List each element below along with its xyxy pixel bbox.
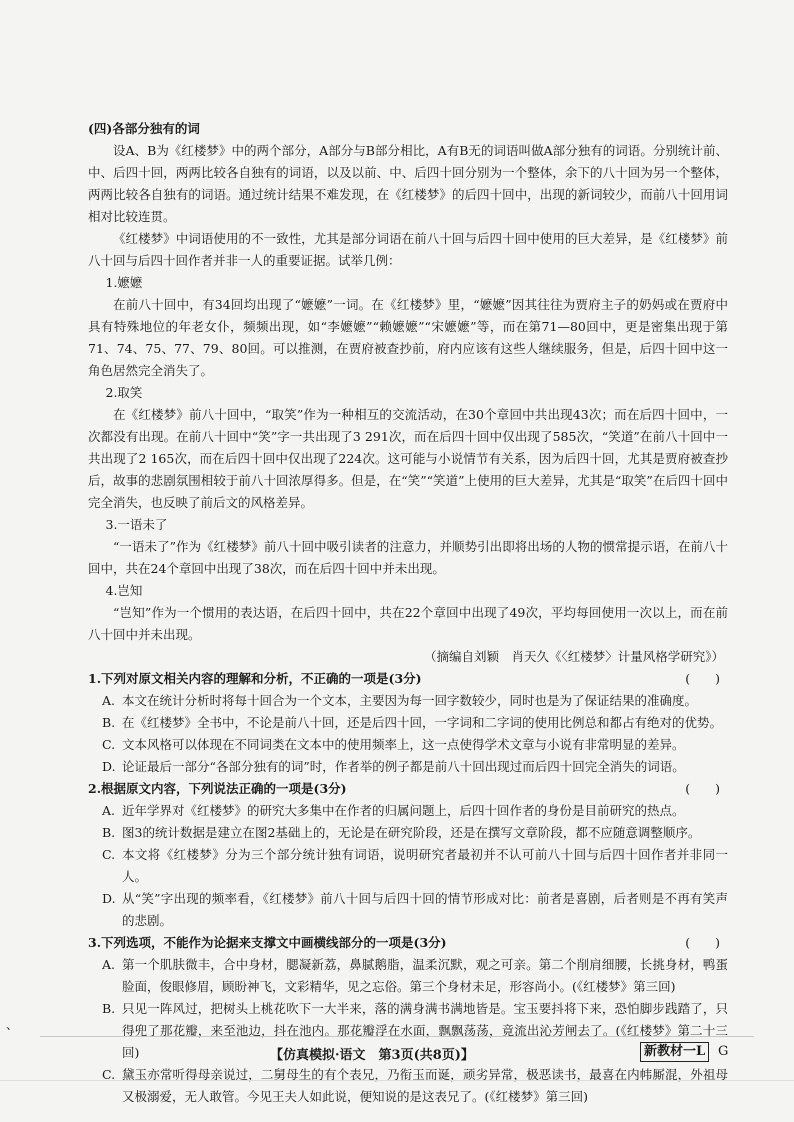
source-citation: （摘编自刘颖 肖天久《〈红楼梦〉计量风格学研究》） — [423, 649, 724, 664]
question-stem-text: 2.根据原文内容，下列说法正确的一项是(3分) — [88, 781, 347, 796]
answer-bracket[interactable]: ( ) — [685, 781, 720, 796]
question-stem-text: 1.下列对原文相关内容的理解和分析，不正确的一项是(3分) — [88, 671, 422, 686]
question-stem — [88, 668, 728, 690]
example-title: 2.取笑 — [105, 385, 143, 400]
option-text: 本文将《红楼梦》分为三个部分统计独有词语，说明研究者最初并不认可前八十回与后四十回作者并非同一人。 — [122, 847, 728, 884]
answer-bracket[interactable]: ( ) — [685, 935, 720, 950]
option-letter: A. — [102, 957, 116, 972]
option-a[interactable] — [88, 800, 728, 822]
option-text: 第一个肌肤微丰，合中身材，腮凝新荔，鼻腻鹅脂，温柔沉默，观之可亲。第二个削肩细腰，长挑身材，鸭蛋脸面，俊眼修眉，顾盼神飞，文彩精华，见之忘俗。第三个身材未足，形容尚小。(《红楼梦》第三回) — [122, 957, 728, 994]
margin-mark: 、 — [6, 1018, 19, 1032]
option-letter: C. — [102, 847, 116, 862]
option-letter: C. — [102, 737, 116, 752]
question-3 — [88, 932, 728, 1108]
section-title: (四)各部分独有的词 — [88, 121, 200, 136]
option-c[interactable] — [88, 734, 728, 756]
option-text: 黛玉亦常听得母亲说过，二舅母生的有个表兄，乃衔玉而诞，顽劣异常，极恶读书，最喜在内帏厮混，外祖母又极溺爱，无人敢管。今见王夫人如此说，便知说的是这表兄了。(《红楼梦》第三回) — [122, 1067, 728, 1104]
example-title: 4.岂知 — [105, 583, 143, 598]
option-text: 只见一阵风过，把树头上桃花吹下一大半来，落的满身满书满地皆是。宝玉要抖将下来，恐怕脚步践踏了，只得兜了那花瓣，来至池边，抖在池内。那花瓣浮在水面，飘飘荡荡，竟流出沁芳闸去了。(《红楼梦》第二十三回) — [122, 1001, 728, 1060]
question-1 — [88, 668, 728, 778]
option-letter: D. — [102, 759, 116, 774]
option-letter: B. — [102, 715, 116, 730]
option-text: 文本风格可以体现在不同词类在文本中的使用频率上，这一点使得学术文章与小说有非常明显的差异。 — [122, 737, 685, 752]
paragraph: “岂知”作为一个惯用的表达语，在后四十回中，共在22个章回中出现了49次，平均每回使用一次以上，而在前八十回中并未出现。 — [88, 605, 728, 642]
version-code: G — [718, 1044, 729, 1059]
option-letter: D. — [102, 891, 116, 906]
paragraph: “一语未了”作为《红楼梦》前八十回中吸引读者的注意力，并顺势引出即将出场的人物的惯常提示语，在前八十回中，共在24个章回中出现了38次，而在后四十回中并未出现。 — [88, 539, 728, 576]
option-text: 近年学界对《红楼梦》的研究大多集中在作者的归属问题上，后四十回作者的身份是目前研究的热点。 — [122, 803, 685, 818]
paragraph: 《红楼梦》中词语使用的不一致性，尤其是部分词语在前八十回与后四十回中使用的巨大差异，是《红楼梦》前八十回与后四十回作者并非一人的重要证据。试举几例： — [88, 231, 728, 268]
option-letter: C. — [102, 1067, 116, 1082]
option-letter: A. — [102, 803, 116, 818]
question-stem — [88, 778, 728, 800]
option-text: 在《红楼梦》全书中，不论是前八十回，还是后四十回，一字词和二字词的使用比例总和都占有绝对的优势。 — [122, 715, 723, 730]
paragraph: 设A、B为《红楼梦》中的两个部分，A部分与B部分相比，A有B无的词语叫做A部分独有的词语。分别统计前、中、后四十回，两两比较各自独有的词语，以及以前、中、后四十回分别为一个整体，余下的八十回为另一个整体，两两比较各自独有的词语。通过统计结果不难发现，在《红楼梦》的后四十回中，出现的新词较少，而前八十回用词相对比较连贯。 — [88, 143, 728, 224]
bottom-divider — [0, 1080, 794, 1081]
option-d[interactable] — [88, 888, 728, 932]
option-a[interactable] — [88, 954, 728, 998]
option-c[interactable] — [88, 1064, 728, 1108]
page-content — [88, 118, 728, 1108]
option-letter: B. — [102, 825, 116, 840]
question-2 — [88, 778, 728, 932]
option-text: 从“笑”字出现的频率看，《红楼梦》前八十回与后四十回的情节形成对比：前者是喜剧，后者则是不再有笑声的悲剧。 — [122, 891, 728, 928]
paragraph: 在《红楼梦》前八十回中，“取笑”作为一种相互的交流活动，在30个章回中共出现43次；而在后四十回中，一次都没有出现。在前八十回中“笑”字一共出现了3 291次，而在后四十回中仅出现了585次，“笑道”在前八十回中一共出现了2 165次，而在后四十回中仅出现了224次。这可能与小说情节有关系，因为后四十回，尤其是贾府被查抄后，故事的悲剧氛围相较于前八十回浓厚得多。但是，在“笑”“笑道”上使用的巨大差异，尤其是“取笑”在后四十回中完全消失，也反映了前后文的风格差异。 — [88, 407, 728, 510]
page-footer — [0, 1042, 794, 1064]
paragraph: 在前八十回中，有34回均出现了“嬷嬷”一词。在《红楼梦》里，“嬷嬷”因其往往为贾府主子的奶妈或在贾府中具有特殊地位的年老女仆，频频出现，如“李嬷嬷”“赖嬷嬷”“宋嬷嬷”等，而在第71—80回中，更是密集出现于第71、74、75、77、79、80回。可以推测，在贾府被查抄前，府内应该有这些人继续服务，但是，后四十回中这一角色居然完全消失了。 — [88, 297, 728, 378]
example-title: 1.嬷嬷 — [105, 275, 143, 290]
question-stem-text: 3.下列选项，不能作为论据来支撑文中画横线部分的一项是(3分) — [88, 935, 447, 950]
option-letter: A. — [102, 693, 116, 708]
option-a[interactable] — [88, 690, 728, 712]
option-text: 本文在统计分析时将每十回合为一个文本，主要因为每一回字数较少，同时也是为了保证结果的准确度。 — [122, 693, 698, 708]
option-text: 论证最后一部分“各部分独有的词”时，作者举的例子都是前八十回出现过而后四十回完全消失的词语。 — [122, 759, 685, 774]
option-text: 图3的统计数据是建立在图2基础上的，无论是在研究阶段，还是在撰写文章阶段，都不应随意调整顺序。 — [122, 825, 701, 840]
footer-page-info: 【仿真模拟·语文 第3页(共8页)】 — [270, 1048, 474, 1063]
option-c[interactable] — [88, 844, 728, 888]
answer-bracket[interactable]: ( ) — [685, 671, 720, 686]
option-b[interactable] — [88, 822, 728, 844]
example-title: 3.一语未了 — [105, 517, 168, 532]
question-stem — [88, 932, 728, 954]
footer-divider — [40, 1036, 754, 1037]
option-b[interactable] — [88, 712, 728, 734]
option-d[interactable] — [88, 756, 728, 778]
edition-badge: 新教材一L — [640, 1042, 709, 1062]
option-letter: B. — [102, 1001, 116, 1016]
